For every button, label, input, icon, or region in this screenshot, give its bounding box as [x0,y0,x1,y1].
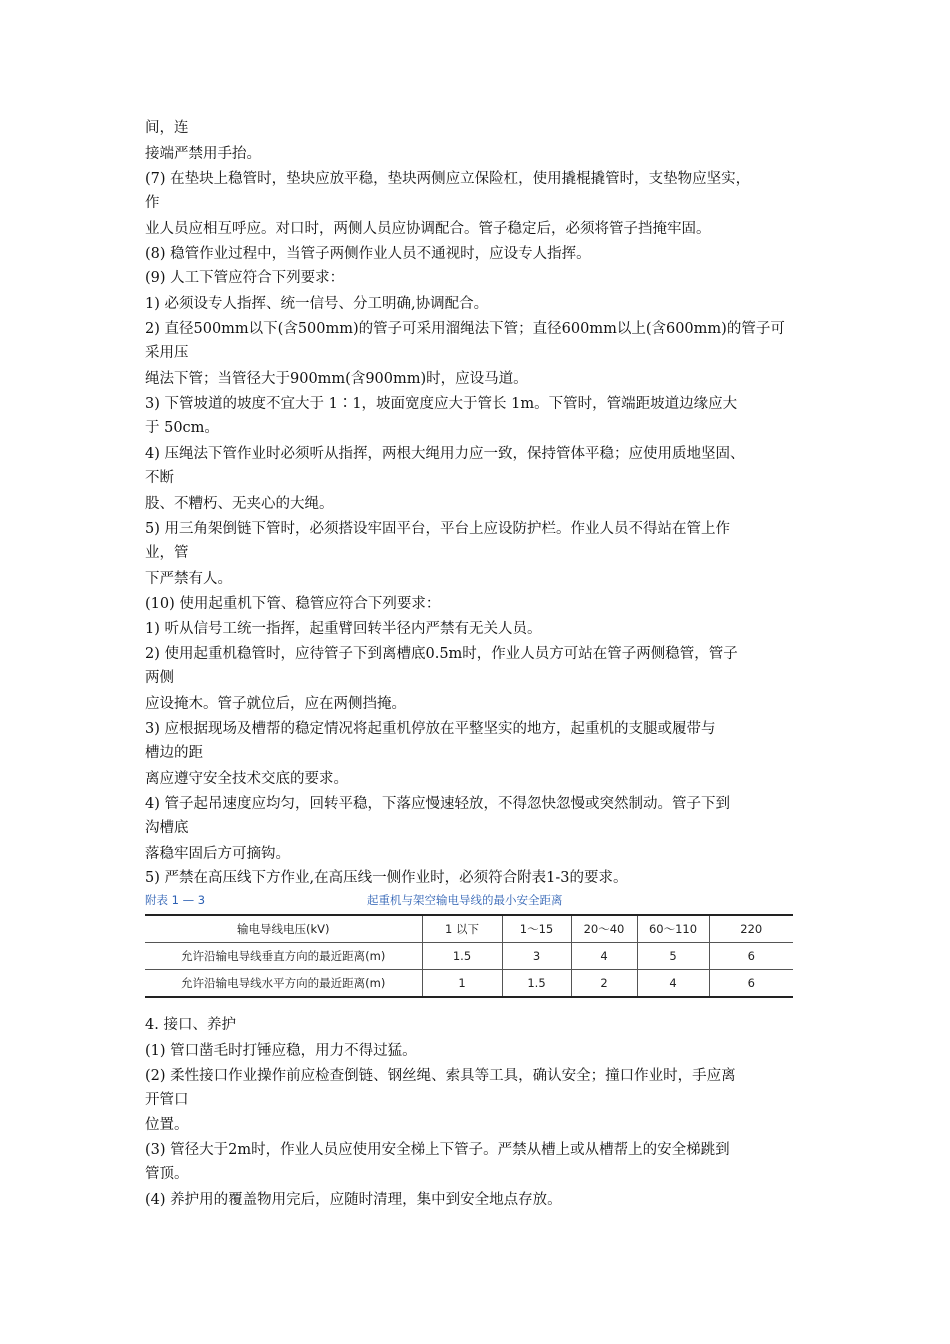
text-line: 接端严禁用手抬。 [145,146,261,162]
table-header-cell: 60～110 [637,915,709,943]
table-cell: 允许沿输电导线水平方向的最近距离(m) [145,970,422,998]
text-line: 3) 应根据现场及槽帮的稳定情况将起重机停放在平整坚实的地方，起重机的支腿或履带与 [145,721,716,737]
text-line: 4) 压绳法下管作业时必须听从指挥，两根大绳用力应一致，保持管体平稳；应使用质地坚固、 [145,446,745,462]
table-row [145,970,793,998]
text-line: (7) 在垫块上稳管时，垫块应放平稳，垫块两侧应立保险杠，使用撬棍撬管时，支垫物应坚实， [145,171,751,187]
text-line: 槽边的距 [145,745,203,761]
table-row [145,943,793,970]
table-header-cell: 220 [709,915,793,943]
text-line: 应设掩木。管子就位后，应在两侧挡掩。 [145,696,406,712]
table-cell: 2 [571,970,637,998]
table-cell: 5 [637,943,709,970]
text-line: 绳法下管；当管径大于900mm(含900mm)时，应设马道。 [145,371,528,387]
safety-distance-table [145,914,793,998]
text-line: 4) 管子起吊速度应均匀，回转平稳，下落应慢速轻放，不得忽快忽慢或突然制动。管子下到 [145,796,730,812]
text-line: 5) 严禁在高压线下方作业,在高压线一侧作业时，必须符合附表1-3的要求。 [145,870,628,886]
text-line: 2) 直径500mm以下(含500mm)的管子可采用溜绳法下管；直径600mm以上(含600mm)的管子可 [145,321,785,337]
table-header-cell: 输电导线电压(kV) [145,915,422,943]
text-line: 5) 用三角架倒链下管时，必须搭设牢固平台，平台上应设防护栏。作业人员不得站在管上作 [145,521,730,537]
text-line: 不断 [145,470,174,486]
table-caption [145,892,795,912]
text-line: (4) 养护用的覆盖物用完后，应随时清理，集中到安全地点存放。 [145,1192,562,1208]
table-cell: 3 [502,943,571,970]
text-line: 离应遵守安全技术交底的要求。 [145,771,348,787]
text-line: 间，连 [145,120,189,136]
text-line: 于 50cm。 [145,420,219,436]
table-title: 起重机与架空输电导线的最小安全距离 [367,893,563,907]
text-line: (9) 人工下管应符合下列要求： [145,270,345,286]
text-line: (2) 柔性接口作业操作前应检查倒链、钢丝绳、索具等工具，确认安全；撞口作业时，手应离 [145,1068,736,1084]
table-number: 附表 1 — 3 [145,893,206,907]
table-header-cell: 20～40 [571,915,637,943]
text-line: 1) 听从信号工统一指挥，起重臂回转半径内严禁有无关人员。 [145,621,542,637]
table-cell: 1 [422,970,502,998]
table-cell: 允许沿输电导线垂直方向的最近距离(m) [145,943,422,970]
text-line: 1) 必须设专人指挥、统一信号、分工明确,协调配合。 [145,296,489,312]
text-line: 位置。 [145,1117,189,1133]
table-header-cell: 1～15 [502,915,571,943]
text-line: 股、不糟朽、无夹心的大绳。 [145,496,334,512]
text-line: 落稳牢固后方可摘钩。 [145,846,290,862]
text-line: 开管口 [145,1092,189,1108]
text-line: 2) 使用起重机稳管时，应待管子下到离槽底0.5m时，作业人员方可站在管子两侧稳管，管子 [145,646,738,662]
table-cell: 6 [709,943,793,970]
text-line: (8) 稳管作业过程中，当管子两侧作业人员不通视时，应设专人指挥。 [145,246,591,262]
text-line: 沟槽底 [145,820,189,836]
table-cell: 1.5 [422,943,502,970]
table-cell: 6 [709,970,793,998]
text-line: (10) 使用起重机下管、稳管应符合下列要求： [145,596,441,612]
table-header-row [145,915,793,943]
table-cell: 1.5 [502,970,571,998]
table-header-cell: 1 以下 [422,915,502,943]
text-line: 采用压 [145,345,189,361]
text-line: 两侧 [145,670,174,686]
text-line: 下严禁有人。 [145,571,232,587]
text-line: 业，管 [145,545,189,561]
text-line: 3) 下管坡道的坡度不宜大于 1∶1，坡面宽度应大于管长 1m。下管时，管端距坡道边缘应大 [145,396,738,412]
section-heading: 4. 接口、养护 [145,1017,236,1033]
text-line: 业人员应相互呼应。对口时，两侧人员应协调配合。管子稳定后，必须将管子挡掩牢固。 [145,221,711,237]
table-cell: 4 [637,970,709,998]
table-cell: 4 [571,943,637,970]
text-line: (1) 管口凿毛时打锤应稳，用力不得过猛。 [145,1043,417,1059]
text-line: (3) 管径大于2m时，作业人员应使用安全梯上下管子。严禁从槽上或从槽帮上的安全梯跳到 [145,1142,730,1158]
text-line: 管顶。 [145,1166,189,1182]
text-line: 作 [145,195,160,211]
